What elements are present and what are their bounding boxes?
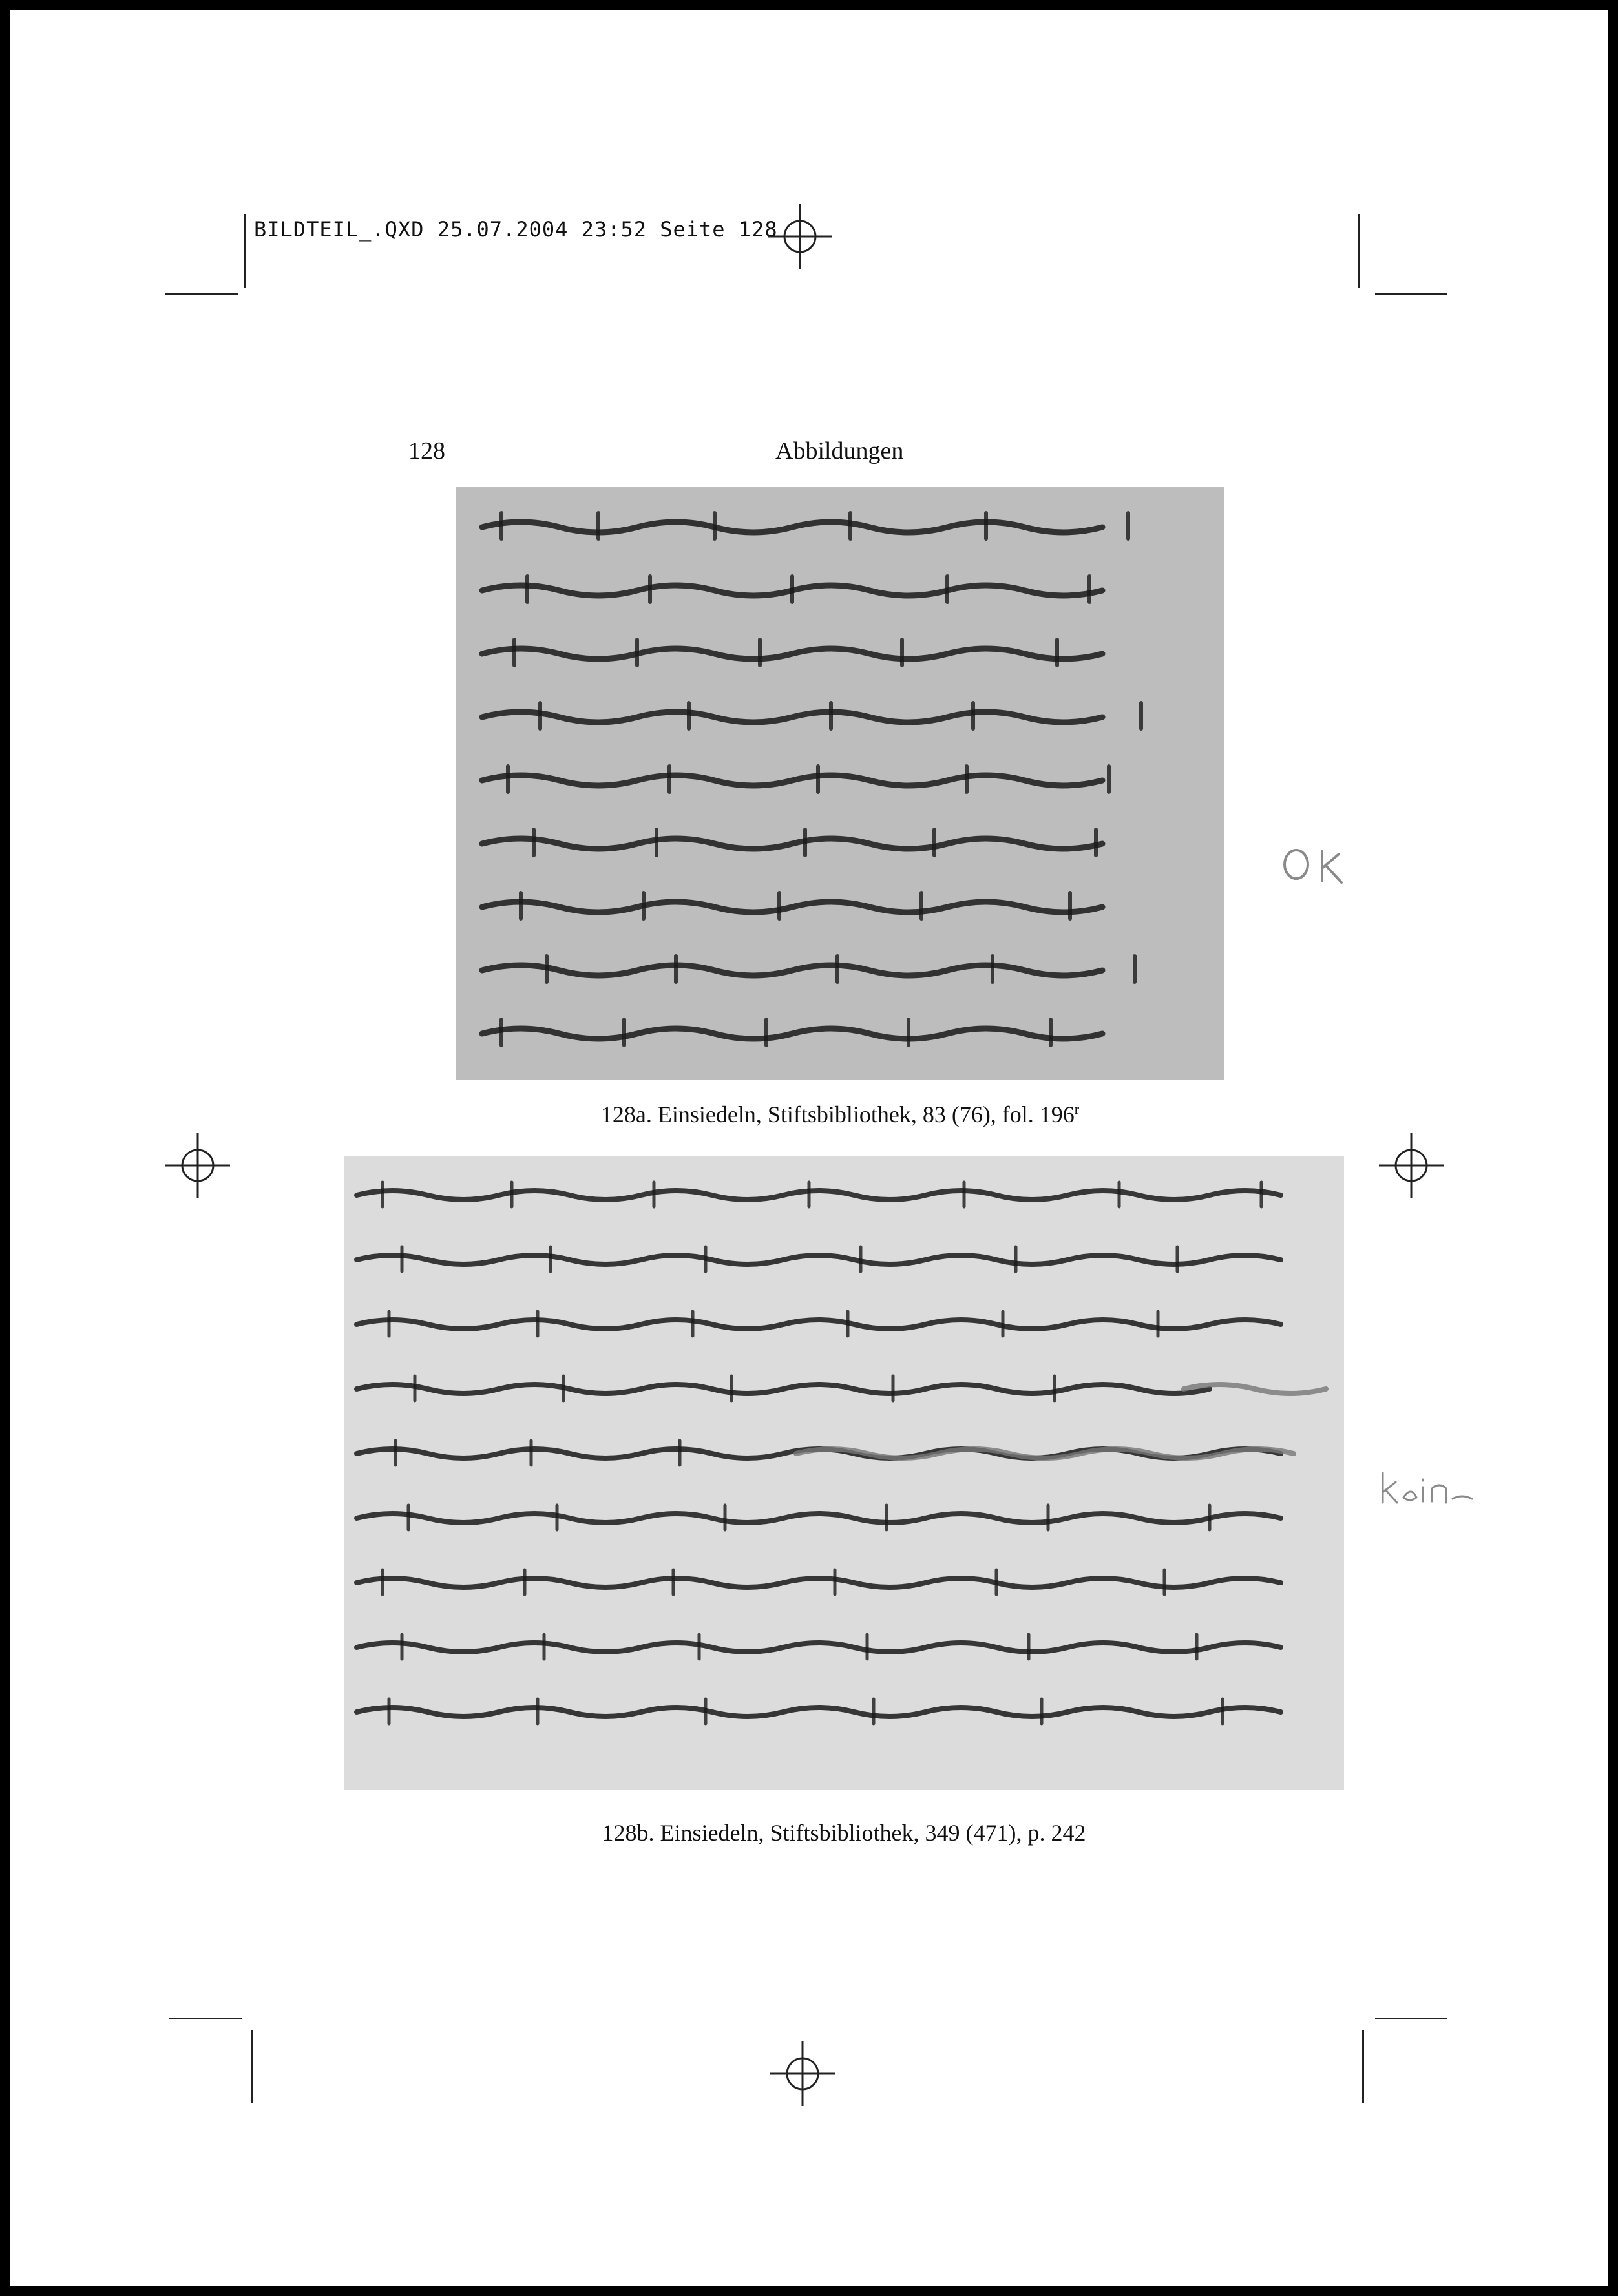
registration-mark-icon: [770, 2041, 835, 2106]
manuscript-photo-icon: [344, 1156, 1344, 1790]
crop-mark: [1358, 214, 1360, 288]
handwritten-kein-note: [1378, 1466, 1481, 1512]
running-title: Abbildungen: [775, 437, 904, 464]
figure-caption-b: 128b. Einsiedeln, Stiftsbibliothek, 349 (471), p. 242: [602, 1820, 1086, 1846]
registration-mark-icon: [165, 1133, 230, 1198]
caption-a-text: 128a. Einsiedeln, Stiftsbibliothek, 83 (76), fol. 196: [600, 1101, 1075, 1127]
crop-mark: [1375, 2018, 1447, 2019]
crop-mark: [165, 293, 238, 295]
crop-mark: [251, 2030, 253, 2103]
registration-mark-icon: [1379, 1133, 1444, 1198]
caption-a-superscript: r: [1074, 1101, 1080, 1117]
slug-line: BILDTEIL_.QXD 25.07.2004 23:52 Seite 128: [254, 217, 778, 242]
manuscript-photo-b: [344, 1156, 1344, 1790]
page-number: 128: [408, 437, 445, 464]
manuscript-photo-icon: [456, 487, 1224, 1080]
registration-mark-icon: [768, 204, 832, 269]
crop-mark: [1375, 293, 1447, 295]
page-sheet: [10, 10, 1608, 2286]
crop-mark: [1362, 2030, 1364, 2103]
crop-mark: [244, 214, 246, 288]
manuscript-photo-a: [456, 487, 1224, 1080]
figure-caption-a: [456, 1101, 1224, 1128]
handwritten-ok-note: [1277, 837, 1354, 895]
crop-mark: [169, 2018, 242, 2019]
